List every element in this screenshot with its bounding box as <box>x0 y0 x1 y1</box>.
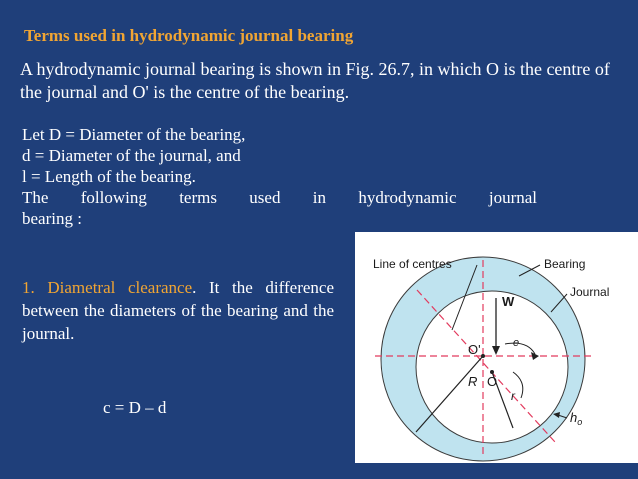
bearing-diagram <box>355 232 638 463</box>
following-terms-line: The following terms used in hydrodynamic journal <box>22 188 537 207</box>
label-journal: Journal <box>570 285 610 299</box>
definitions-block <box>22 124 542 229</box>
journal-bearing-figure <box>355 232 638 463</box>
label-journal-radius: r <box>511 389 515 403</box>
definition-bearing-length: l = Length of the bearing. <box>22 167 196 186</box>
term-text: . It the difference between the diameters of the bearing and the journal. <box>22 278 335 343</box>
label-o: O <box>487 374 498 389</box>
label-eccentricity: e <box>513 337 520 349</box>
label-min-film-thickness: $h_o$ <box>570 410 583 427</box>
label-load-w: W <box>502 294 515 309</box>
definition-journal-diameter: d = Diameter of the journal, and <box>22 146 241 165</box>
term-diametral-clearance <box>22 276 334 345</box>
label-bearing-radius: R <box>468 374 478 389</box>
label-bearing: Bearing <box>544 257 586 271</box>
bearing-centre-point <box>481 354 485 358</box>
intro-paragraph: A hydrodynamic journal bearing is shown in Fig. 26.7, in which O is the centre of the journal and O' is the centre of the bearing. <box>20 59 610 102</box>
clearance-formula: c = D – d <box>103 398 167 417</box>
label-line-of-centres: Line of centres <box>373 257 452 271</box>
journal-circle <box>416 291 568 443</box>
following-terms-line-end: bearing : <box>22 209 82 228</box>
term-label: 1. Diametral clearance <box>22 278 193 297</box>
label-o-prime: O' <box>468 342 481 357</box>
slide-title: Terms used in hydrodynamic journal bearing <box>24 26 354 45</box>
definition-bearing-diameter: Let D = Diameter of the bearing, <box>22 125 246 144</box>
